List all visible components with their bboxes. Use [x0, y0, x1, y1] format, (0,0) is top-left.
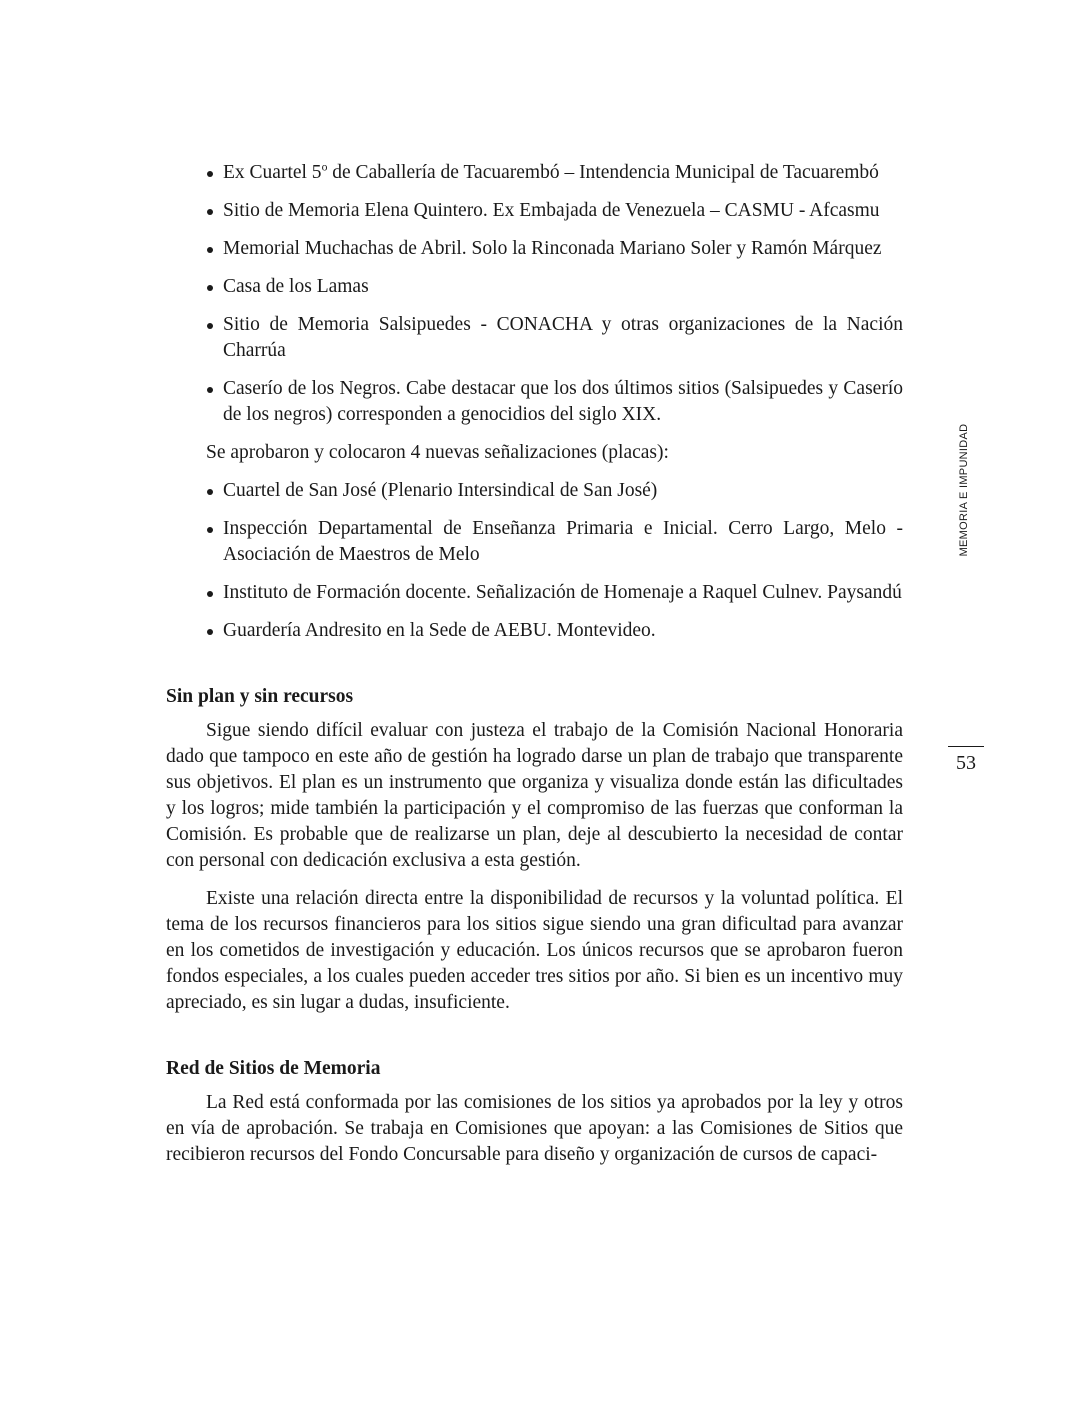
- running-head: MEMORIA E IMPUNIDAD: [958, 423, 970, 557]
- bullet-icon: [207, 285, 213, 291]
- list-item-text: Casa de los Lamas: [223, 276, 369, 297]
- list-item: [166, 618, 903, 644]
- bullet-icon: [207, 323, 213, 329]
- bullet-icon: [207, 247, 213, 253]
- plaques-intro: Se aprobaron y colocaron 4 nuevas señalizaciones (placas):: [206, 442, 669, 463]
- section-heading: Sin plan y sin recursos: [166, 686, 354, 707]
- list-item: [166, 236, 903, 262]
- page-number: 53: [956, 752, 976, 774]
- list-item-text: Cuartel de San José (Plenario Intersindical de San José): [223, 480, 658, 501]
- list-item: [166, 160, 903, 186]
- section-heading: Red de Sitios de Memoria: [166, 1058, 381, 1079]
- bullet-icon: [207, 489, 213, 495]
- bullet-icon: [207, 629, 213, 635]
- list-item: [166, 274, 903, 300]
- section-red-de-sitios: [166, 1056, 903, 1168]
- list-item-text: Memorial Muchachas de Abril. Solo la Rinconada Mariano Soler y Ramón Márquez: [223, 238, 882, 259]
- list-item-text: Inspección Departamental de Enseñanza Primaria e Inicial. Cerro Largo, Melo - Asociación de Maestros de Melo: [223, 518, 903, 565]
- list-item-text: Ex Cuartel 5$^o$ de Caballería de Tacuarembó – Intendencia Municipal de Tacuarembó: [223, 160, 879, 183]
- list-item: [166, 376, 903, 428]
- list-item: [166, 580, 903, 606]
- list-item: [166, 478, 903, 504]
- paragraph: Sigue siendo difícil evaluar con justeza el trabajo de la Comisión Nacional Honoraria dado que tampoco en este año de gestión ha logrado darse un plan de trabajo que transparente sus objetivos. El plan es un instrumento que organiza y visualiza donde están las dificultades y los logros; mide también la participación y el compromiso de las fuerzas que conforman la Comisión. Es probable que de realizarse un plan, deje al descubierto la necesidad de contar con personal con dedicación exclusiva a esta gestión.: [166, 720, 903, 871]
- section-sin-plan: [166, 684, 903, 1016]
- list-item: [166, 516, 903, 568]
- list-item-text: Guardería Andresito en la Sede de AEBU. Montevideo.: [223, 620, 656, 641]
- memory-sites-list: [166, 160, 903, 428]
- list-item-text: Sitio de Memoria Elena Quintero. Ex Embajada de Venezuela – CASMU - Afcasmu: [223, 200, 880, 221]
- bullet-icon: [207, 387, 213, 393]
- bullet-icon: [207, 527, 213, 533]
- paragraph: Existe una relación directa entre la disponibilidad de recursos y la voluntad política. El tema de los recursos financieros para los sitios sigue siendo una gran dificultad para avanzar en los cometidos de investigación y educación. Los únicos recursos que se aprobaron fueron fondos especiales, a los cuales pueden acceder tres sitios por año. Si bien es un incentivo muy apreciado, es sin lugar a dudas, insuficiente.: [166, 888, 903, 1013]
- bullet-icon: [207, 171, 213, 177]
- paragraph: La Red está conformada por las comisiones de los sitios ya aprobados por la ley y otros en vía de aprobación. Se trabaja en Comisiones que apoyan: a las Comisiones de Sitios que recibieron recursos del Fondo Concursable para diseño y organización de cursos de capaci-: [166, 1092, 903, 1165]
- bullet-icon: [207, 591, 213, 597]
- plaques-list: [166, 478, 903, 644]
- page-body: [166, 160, 903, 1180]
- list-item: [166, 198, 903, 224]
- bullet-icon: [207, 209, 213, 215]
- list-item-text: Instituto de Formación docente. Señalización de Homenaje a Raquel Culnev. Paysandú: [223, 582, 902, 603]
- list-item-text: Sitio de Memoria Salsipuedes - CONACHA y otras organizaciones de la Nación Charrúa: [223, 314, 903, 361]
- list-item: [166, 312, 903, 364]
- list-item-text: Caserío de los Negros. Cabe destacar que los dos últimos sitios (Salsipuedes y Caserío de los negros) corresponden a genocidios del siglo XIX.: [223, 378, 903, 425]
- page-number-rule: [948, 746, 984, 747]
